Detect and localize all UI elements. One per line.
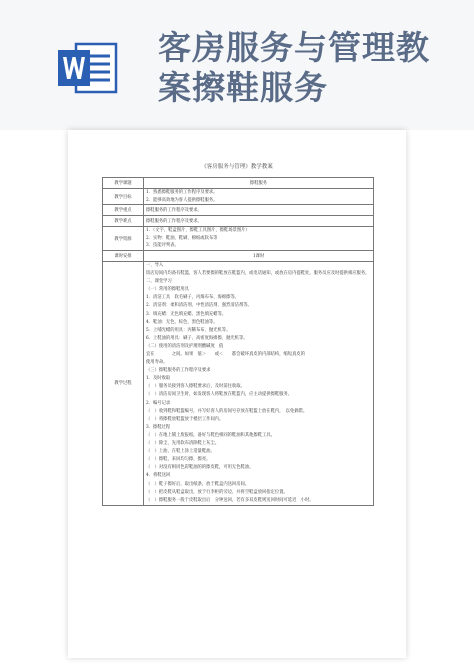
process-line: 4．将鞋送回 xyxy=(146,473,171,479)
process-line: （ ）服务员接到客人擦鞋要求后，及时前往收取。 xyxy=(146,384,245,390)
row-process xyxy=(103,261,374,505)
resource-line: 1．（文字、鞋盒图片、擦鞋工具图片、擦鞋场景图片） xyxy=(146,228,250,234)
resource-line: 2．实物：鞋油、鞋刷、棉纸或软布等 xyxy=(146,235,218,241)
label-goals: 教学目标 xyxy=(103,189,144,205)
process-line: （ ）擦鞋服务一般于皮鞋取出后 分钟送回，若有多双皮鞋则送回时间可延迟 小时。 xyxy=(146,497,314,503)
process-line: （ ）把皮鞋从鞋盒取出，放于行李柜的旁边，并将空鞋盒放回指定位置。 xyxy=(146,489,288,495)
row-topic xyxy=(103,178,374,189)
process-line: 宜在 之间。如果 值＞ 或＜ 都会破坏真皮的内部结构，缩短真皮的 xyxy=(146,352,305,357)
process-line: （ ）除尘，先用软布清除鞋上灰尘。 xyxy=(146,441,220,447)
process-line: （二）使用的清洁剂及护理剂酸碱度 值 xyxy=(146,343,224,349)
value-goals xyxy=(144,189,374,205)
process-line: （ ）收到鞋和鞋篮编号，并写好客人的房间号存放在鞋篮上放在鞋内， 以免搞错。 xyxy=(146,408,308,414)
process-line: 4．鞋油：无色、棕色、黑色鞋油等。 xyxy=(146,319,218,325)
document-title: 《客房服务与管理》教学教案 xyxy=(201,164,273,170)
goal-line: 1．熟悉擦鞋服务的工作程序及要求。 xyxy=(146,190,218,195)
process-line: （ ）将擦鞋放鞋篮放于楼层工作间内。 xyxy=(146,416,224,422)
value-process xyxy=(144,261,374,505)
process-line: （ ）在地上铺上废报纸，备好与鞋色相同的鞋油和其他擦鞋工具。 xyxy=(146,432,275,438)
value-resources xyxy=(144,227,374,251)
label-key-point: 教学重点 xyxy=(103,205,144,216)
row-key-point xyxy=(103,205,374,216)
label-resources: 教学资源 xyxy=(103,227,144,251)
row-resources xyxy=(103,227,374,251)
process-line: 1．清洁工具 软毛刷子、丙烯布布、海绵擦等。 xyxy=(146,295,239,301)
process-line: （ ）上油，在鞋上涂上适量鞋油。 xyxy=(146,449,215,455)
label-difficulty: 教学难点 xyxy=(103,216,144,227)
row-goals xyxy=(103,189,374,205)
process-line: 3．填充蜡：无色填充蜡、黑色填充蜡等。 xyxy=(146,311,227,317)
document-page xyxy=(68,130,406,658)
process-line: 使用寿命。 xyxy=(146,360,168,366)
process-line: （ ）鞋子擦好后，取出纸条，放于鞋盒内送回房间。 xyxy=(146,481,250,487)
row-difficulty xyxy=(103,216,374,227)
process-line: 3．擦鞋过程 xyxy=(146,424,171,430)
process-line: 1．及时收取 xyxy=(146,376,171,382)
process-line: 6．上鞋油的用具：刷子、高密度海绵擦、抛光机等。 xyxy=(146,335,248,341)
lesson-plan-table xyxy=(102,177,374,506)
process-line: 二、课堂学习 xyxy=(146,279,172,285)
word-document-icon xyxy=(56,40,120,96)
label-topic: 教学课题 xyxy=(103,178,144,189)
process-line: 饭店房间内均备有鞋篮，客人若要擦的鞋放在鞋篮内，或电话通知，或放在房内提鞋处。服务员应及时提供相应服务。 xyxy=(146,271,370,277)
banner-title-line-2: 案擦鞋服务 xyxy=(158,68,328,107)
process-line: （三）擦鞋服务的工作程序及要求 xyxy=(146,368,211,374)
label-process: 教学过程 xyxy=(103,261,144,505)
process-line: （ ）对没有相同色彩鞋油的的擦皮鞋，可用无色鞋油。 xyxy=(146,465,254,471)
header-banner xyxy=(0,0,474,130)
row-schedule xyxy=(103,250,374,261)
process-line: 2．编号记录 xyxy=(146,400,171,406)
value-key-point: 擦鞋服务的工作程序及要求。 xyxy=(144,205,374,216)
resource-line: 3．技能评判表。 xyxy=(146,243,179,249)
label-schedule: 课时安排 xyxy=(103,250,144,261)
process-line: （ ）擦鞋，来回均匀擦，擦亮。 xyxy=(146,457,211,463)
goal-line: 2．能够高效地为客人提供擦鞋服务。 xyxy=(146,197,218,203)
banner-title xyxy=(158,28,468,108)
process-line: 一、导入 xyxy=(146,262,164,268)
process-line: 5．上哺光蜡的用具：丙稀布布、抛光机等。 xyxy=(146,327,231,333)
process-line: 2．清洁剂：柔和清洁剂、中性清洁剂、强烈清洁剂等。 xyxy=(146,303,252,309)
banner-title-line-1: 客房服务与管理教 xyxy=(158,28,430,67)
process-line: （一）常用的擦鞋用具 xyxy=(146,287,189,293)
value-topic: 擦鞋服务 xyxy=(144,178,374,189)
value-difficulty: 擦鞋服务的工作程序及要求。 xyxy=(144,216,374,227)
process-line: （ ）清洁房间卫生时，如发现客人将鞋放在鞋篮内，应主动提供擦鞋服务。 xyxy=(146,392,293,398)
value-schedule: 1课时 xyxy=(144,250,374,261)
